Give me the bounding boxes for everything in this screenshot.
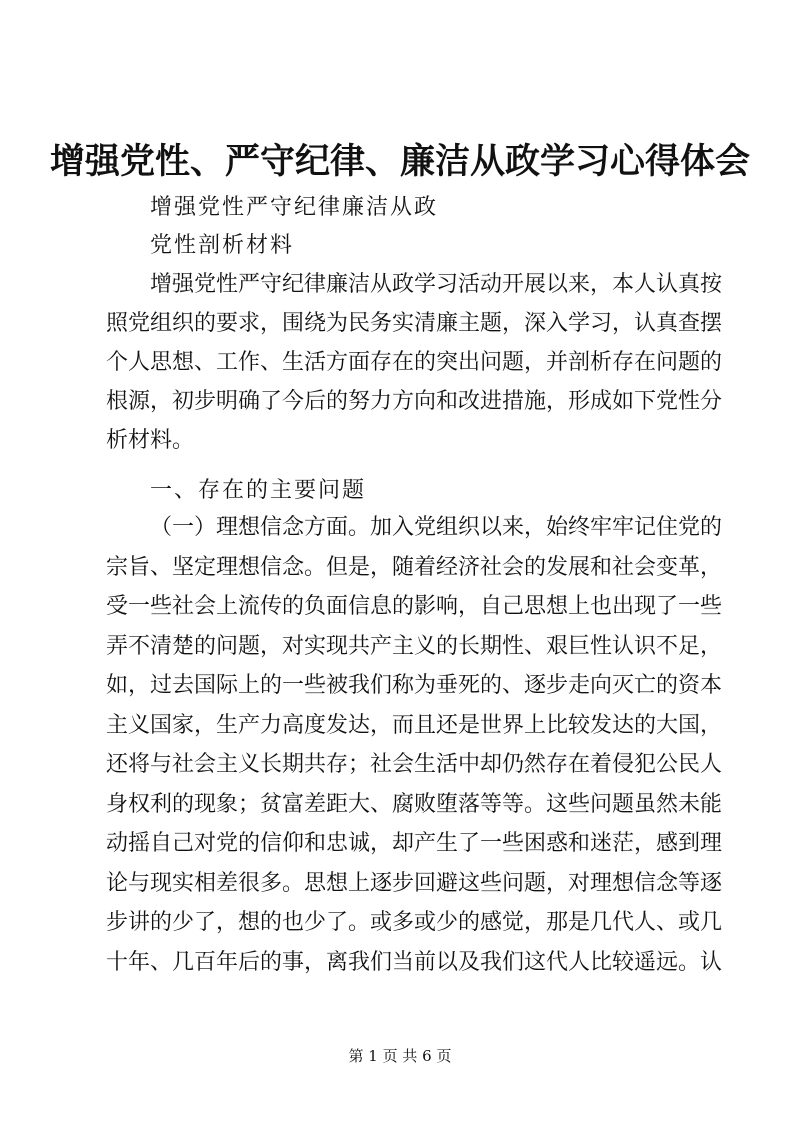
body-line: 增强党性严守纪律廉洁从政学习活动开展以来，本人认真按 [150,272,723,297]
body-line: 十年、几百年后的事，离我们当前以及我们这代人比较遥远。认 [106,950,723,975]
body-line: 主义国家，生产力高度发达，而且还是世界上比较发达的大国， [106,713,723,738]
body-line: 根源，初步明确了今后的努力方向和改进措施，形成如下党性分 [106,389,723,414]
body-line: 照党组织的要求，围绕为民务实清廉主题，深入学习，认真查摆 [106,311,723,336]
subtitle-line-2: 党性剖析材料 [150,233,295,258]
body-line: 受一些社会上流传的负面信息的影响，自己思想上也出现了一些 [106,594,723,619]
body-line: 身权利的现象；贫富差距大、腐败堕落等等。这些问题虽然未能 [106,792,723,817]
document-title: 增强党性、严守纪律、廉洁从政学习心得体会 [49,141,750,182]
body-line: 如，过去国际上的一些被我们称为垂死的、逐步走向灭亡的资本 [106,673,723,698]
page-number-footer: 第 1 页 共 6 页 [348,1047,452,1065]
section-heading: 一、存在的主要问题 [150,478,367,503]
body-line: （一）理想信念方面。加入党组织以来，始终牢牢记住党的 [150,515,723,540]
subtitle-line-1: 增强党性严守纪律廉洁从政 [150,195,439,220]
body-line: 论与现实相差很多。思想上逐步回避这些问题，对理想信念等逐 [106,871,723,896]
body-line: 析材料。 [106,428,195,453]
body-line: 个人思想、工作、生活方面存在的突出问题，并剖析存在问题的 [106,350,723,375]
body-line: 弄不清楚的问题，对实现共产主义的长期性、艰巨性认识不足， [106,634,723,659]
body-line: 动摇自己对党的信仰和忠诚，却产生了一些困惑和迷茫，感到理 [106,831,723,856]
body-line: 宗旨、坚定理想信念。但是，随着经济社会的发展和社会变革， [106,555,723,580]
body-line: 还将与社会主义长期共存；社会生活中却仍然存在着侵犯公民人 [106,752,723,777]
body-line: 步讲的少了，想的也少了。或多或少的感觉，那是几代人、或几 [106,910,723,935]
